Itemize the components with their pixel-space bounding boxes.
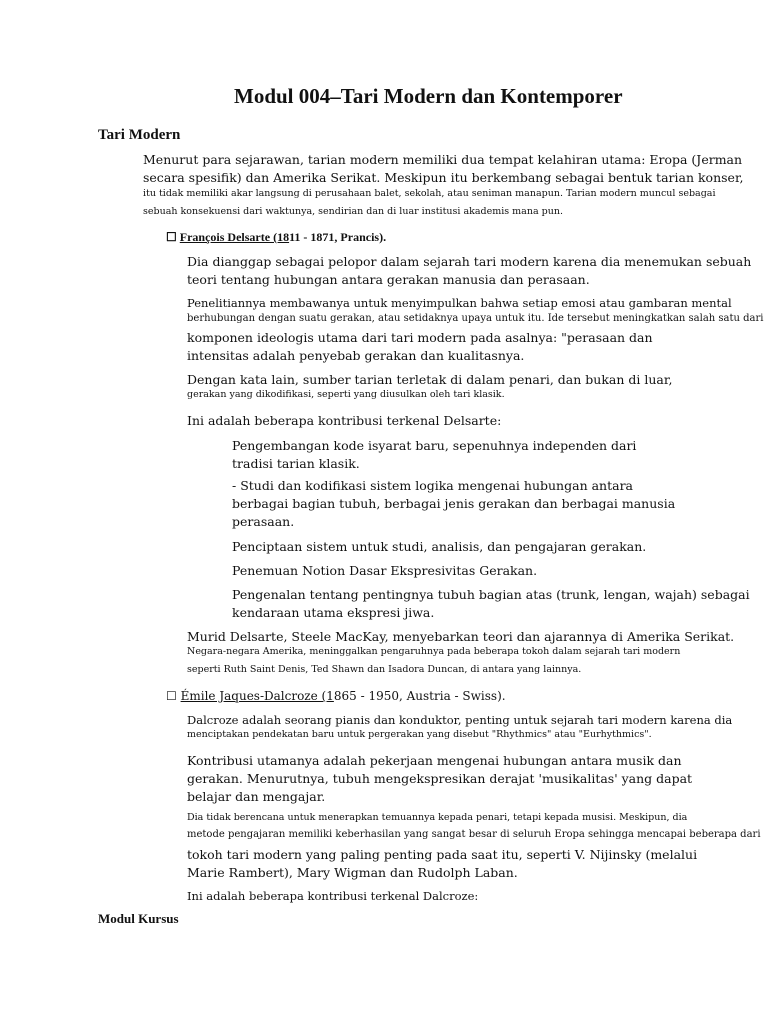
contrib-5-line-2: kendaraan utama ekspresi jiwa. bbox=[232, 605, 435, 620]
dalcroze-p1-line-1: Dalcroze adalah seorang pianis dan konduktor, penting untuk sejarah tari modern karena dia bbox=[187, 713, 733, 727]
contrib-5-line-1: Pengenalan tentang pentingnya tubuh bagian atas (trunk, lengan, wajah) sebagai bbox=[232, 587, 750, 602]
delsarte-p2-line-2: berhubungan dengan suatu gerakan, atau setidaknya upaya untuk itu. Ide tersebut meningkatkan salah satu dari bbox=[187, 313, 764, 324]
checkbox-icon: ☐ bbox=[166, 689, 177, 703]
delsarte-p4-line-1: Murid Delsarte, Steele MacKay, menyebarkan teori dan ajarannya di Amerika Serikat. bbox=[187, 629, 735, 644]
dalcroze-p3-line-3: tokoh tari modern yang paling penting pada saat itu, seperti V. Nijinsky (melalui bbox=[187, 847, 698, 862]
delsarte-contrib-intro: Ini adalah beberapa kontribusi terkenal Delsarte: bbox=[187, 413, 502, 428]
dalcroze-p2-line-1: Kontribusi utamanya adalah pekerjaan mengenai hubungan antara musik dan bbox=[187, 753, 682, 768]
contrib-2-line-1: - Studi dan kodifikasi sistem logika mengenai hubungan antara bbox=[232, 478, 633, 493]
contrib-4: Penemuan Notion Dasar Ekspresivitas Gerakan. bbox=[232, 563, 538, 578]
section-heading: Tari Modern bbox=[98, 127, 181, 143]
dalcroze-p2-line-3: belajar dan mengajar. bbox=[187, 789, 326, 804]
delsarte-p1-line-2: teori tentang hubungan antara gerakan manusia dan perasaan. bbox=[187, 272, 590, 287]
delsarte-years: 11 - 1871, Prancis). bbox=[289, 230, 387, 244]
contrib-1-line-2: tradisi tarian klasik. bbox=[232, 456, 360, 471]
dalcroze-p3-line-1: Dia tidak berencana untuk menerapkan temuannya kepada penari, tetapi kepada musisi. Meskipun, dia bbox=[187, 812, 688, 823]
contrib-2-line-2: berbagai bagian tubuh, berbagai jenis gerakan dan berbagai manusia bbox=[232, 496, 676, 511]
delsarte-p2-line-1: Penelitiannya membawanya untuk menyimpulkan bahwa setiap emosi atau gambaran mental bbox=[187, 296, 732, 310]
dalcroze-years: 865 - 1950, Austria - Swiss). bbox=[333, 689, 506, 703]
dalcroze-contrib-intro: Ini adalah beberapa kontribusi terkenal Dalcroze: bbox=[187, 889, 479, 903]
delsarte-p2-line-4: intensitas adalah penyebab gerakan dan kualitasnya. bbox=[187, 348, 525, 363]
dalcroze-p3-line-2: metode pengajaran memiliki keberhasilan yang sangat besar di seluruh Eropa sehingga mencapai beberapa dari bbox=[187, 829, 761, 840]
contrib-2-line-3: perasaan. bbox=[232, 514, 295, 529]
delsarte-p2-line-3: komponen ideologis utama dari tari modern pada asalnya: "perasaan dan bbox=[187, 330, 653, 345]
delsarte-p4-line-2: Negara-negara Amerika, meninggalkan pengaruhnya pada beberapa tokoh dalam sejarah tari modern bbox=[187, 646, 681, 657]
checkbox-icon: ☐ bbox=[166, 230, 177, 244]
footer-label: Modul Kursus bbox=[98, 911, 179, 926]
dalcroze-heading bbox=[166, 689, 506, 703]
page-title: Modul 004–Tari Modern dan Kontemporer bbox=[234, 84, 623, 108]
dalcroze-name: Émile Jaques-Dalcroze (1 bbox=[180, 689, 334, 703]
intro-line-3: itu tidak memiliki akar langsung di perusahaan balet, sekolah, atau seniman manapun. Tarian modern muncul sebagai bbox=[143, 188, 716, 199]
contrib-3: Penciptaan sistem untuk studi, analisis, dan pengajaran gerakan. bbox=[232, 539, 647, 554]
intro-line-2: secara spesifik) dan Amerika Serikat. Meskipun itu berkembang sebagai bentuk tarian konser, bbox=[143, 170, 744, 185]
dalcroze-p3-line-4: Marie Rambert), Mary Wigman dan Rudolph Laban. bbox=[187, 865, 518, 880]
dalcroze-p1-line-2: menciptakan pendekatan baru untuk pergerakan yang disebut "Rhythmics" atau "Eurhythmics". bbox=[187, 729, 652, 740]
contrib-1-line-1: Pengembangan kode isyarat baru, sepenuhnya independen dari bbox=[232, 438, 637, 453]
delsarte-p4-line-3: seperti Ruth Saint Denis, Ted Shawn dan Isadora Duncan, di antara yang lainnya. bbox=[187, 664, 582, 675]
delsarte-p1-line-1: Dia dianggap sebagai pelopor dalam sejarah tari modern karena dia menemukan sebuah bbox=[187, 254, 752, 269]
dalcroze-p2-line-2: gerakan. Menurutnya, tubuh mengekspresikan derajat 'musikalitas' yang dapat bbox=[187, 771, 693, 786]
delsarte-name: François Delsarte (18 bbox=[179, 230, 290, 244]
delsarte-p3-line-1: Dengan kata lain, sumber tarian terletak di dalam penari, dan bukan di luar, bbox=[187, 372, 673, 387]
delsarte-heading bbox=[166, 230, 386, 245]
delsarte-p3-line-2: gerakan yang dikodifikasi, seperti yang diusulkan oleh tari klasik. bbox=[187, 389, 505, 400]
intro-line-1: Menurut para sejarawan, tarian modern memiliki dua tempat kelahiran utama: Eropa (Jerman bbox=[143, 152, 743, 167]
intro-line-4: sebuah konsekuensi dari waktunya, sendirian dan di luar institusi akademis mana pun. bbox=[143, 206, 563, 217]
